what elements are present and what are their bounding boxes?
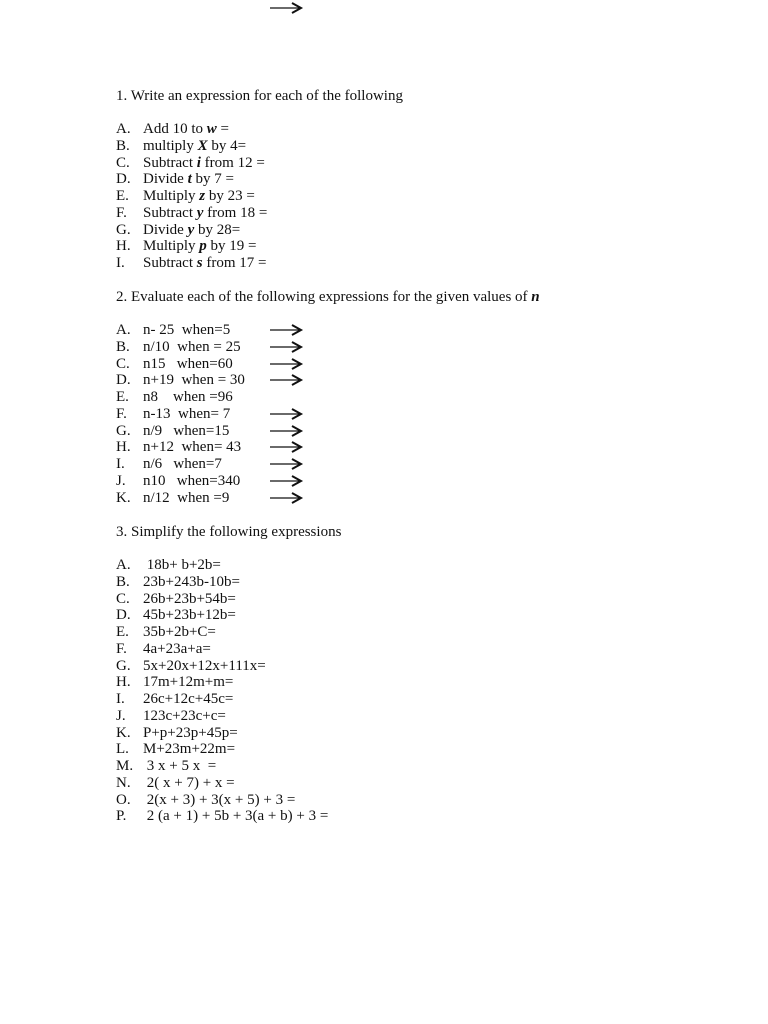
item-text: n15 when=60 [143, 355, 233, 372]
item-text: Multiply z by 23 = [143, 188, 255, 204]
item-text: 2 (a + 1) + 5b + 3(a + b) + 3 = [143, 808, 329, 825]
section-2-heading: 2. Evaluate each of the following expressions for the given values of n [116, 289, 540, 305]
item-letter: E. [116, 624, 129, 640]
arrow-right-icon [270, 324, 304, 336]
arrow-right-icon [270, 374, 304, 386]
item-letter: B. [116, 573, 130, 590]
item-text: 26c+12c+45c= [143, 691, 234, 707]
item-text: n/6 when=7 [143, 456, 222, 472]
item-text: Multiply p by 19 = [143, 238, 257, 255]
item-letter: K. [116, 724, 131, 741]
arrow-right-icon [270, 475, 304, 487]
arrow-right-icon [270, 458, 304, 470]
item-letter: E. [116, 188, 129, 204]
list-item [116, 574, 728, 591]
list-item [116, 188, 728, 205]
item-letter: D. [116, 171, 131, 188]
item-text: multiply X by 4= [143, 137, 247, 154]
item-text: P+p+23p+45p= [143, 724, 238, 741]
list-item [116, 255, 728, 272]
list-item [116, 591, 728, 608]
item-letter: K. [116, 489, 131, 506]
item-text: Divide t by 7 = [143, 171, 234, 188]
list-item [116, 792, 728, 809]
section-1-list [116, 121, 728, 272]
list-item [116, 741, 728, 758]
item-text: 2( x + 7) + x = [143, 774, 235, 791]
arrow-right-icon [270, 2, 304, 14]
variable: y [187, 221, 195, 238]
list-item [116, 138, 728, 155]
item-text: 17m+12m+m= [143, 674, 234, 691]
list-item [116, 473, 728, 490]
item-text: 3 x + 5 x = [143, 758, 217, 774]
item-text: Subtract y from 18 = [143, 204, 268, 221]
item-letter: B. [116, 338, 130, 355]
list-item [116, 808, 728, 825]
item-text: 23b+243b-10b= [143, 573, 240, 590]
item-text: n- 25 when=5 [143, 322, 231, 338]
item-text: n10 when=340 [143, 472, 241, 489]
list-item [116, 439, 728, 456]
list-item [116, 490, 728, 507]
item-text: n+12 when= 43 [143, 439, 242, 456]
section-2-list [116, 322, 728, 506]
item-text: Add 10 to w = [143, 121, 229, 137]
item-letter: A. [116, 121, 131, 137]
item-letter: H. [116, 674, 131, 691]
item-letter: M. [116, 758, 134, 774]
item-letter: G. [116, 221, 131, 238]
item-letter: I. [116, 255, 125, 271]
variable: s [196, 255, 203, 271]
list-item [116, 155, 728, 172]
item-letter: L. [116, 741, 129, 758]
item-text: Subtract i from 12 = [143, 154, 265, 171]
list-item [116, 238, 728, 255]
item-letter: D. [116, 607, 131, 624]
list-item [116, 222, 728, 239]
item-text: M+23m+22m= [143, 741, 236, 758]
list-item [116, 624, 728, 641]
item-letter: J. [116, 707, 126, 724]
variable: p [199, 238, 207, 255]
item-text: n/10 when = 25 [143, 338, 241, 355]
variable: y [196, 204, 204, 221]
item-text: n/9 when=15 [143, 422, 230, 439]
arrow-right-icon [270, 408, 304, 420]
list-item [116, 691, 728, 708]
item-letter: B. [116, 137, 130, 154]
item-text: n-13 when= 7 [143, 405, 231, 422]
item-text: n/12 when =9 [143, 489, 230, 506]
item-text: Subtract s from 17 = [143, 255, 267, 271]
item-letter: C. [116, 355, 130, 372]
item-text: Divide y by 28= [143, 221, 241, 238]
item-letter: G. [116, 422, 131, 439]
variable: w [206, 121, 217, 137]
list-item [116, 372, 728, 389]
list-item [116, 674, 728, 691]
list-item [116, 708, 728, 725]
arrow-right-icon [270, 358, 304, 370]
item-letter: C. [116, 590, 130, 607]
list-item [116, 389, 728, 406]
list-item [116, 557, 728, 574]
list-item [116, 758, 728, 775]
section-3 [116, 524, 728, 825]
item-text: 26b+23b+54b= [143, 590, 236, 607]
item-letter: G. [116, 657, 131, 674]
item-text: 35b+2b+C= [143, 624, 216, 640]
item-letter: A. [116, 322, 131, 338]
item-text: 4a+23a+a= [143, 640, 211, 657]
arrow-right-icon [270, 341, 304, 353]
item-letter: H. [116, 439, 131, 456]
list-item [116, 121, 728, 138]
variable: z [199, 188, 206, 204]
item-text: 123c+23c+c= [143, 707, 226, 724]
item-letter: I. [116, 456, 125, 472]
list-item [116, 456, 728, 473]
list-item [116, 171, 728, 188]
item-text: 18b+ b+2b= [143, 557, 221, 573]
item-text: n8 when =96 [143, 389, 233, 405]
arrow-right-icon [270, 441, 304, 453]
item-letter: F. [116, 405, 127, 422]
list-item [116, 423, 728, 440]
list-item [116, 339, 728, 356]
section-3-heading: 3. Simplify the following expressions [116, 524, 342, 540]
item-letter: O. [116, 791, 131, 808]
item-letter: P. [116, 808, 127, 825]
list-item [116, 775, 728, 792]
list-item [116, 658, 728, 675]
item-letter: C. [116, 154, 130, 171]
item-text: 45b+23b+12b= [143, 607, 236, 624]
variable: i [196, 154, 201, 171]
item-letter: F. [116, 640, 127, 657]
item-letter: D. [116, 372, 131, 389]
variable: t [187, 171, 192, 188]
item-letter: F. [116, 204, 127, 221]
variable: X [197, 137, 208, 154]
item-letter: J. [116, 472, 126, 489]
list-item [116, 607, 728, 624]
list-item [116, 205, 728, 222]
item-letter: E. [116, 389, 129, 405]
item-letter: N. [116, 774, 131, 791]
item-text: 5x+20x+12x+111x= [143, 657, 266, 674]
list-item [116, 725, 728, 742]
list-item [116, 322, 728, 339]
section-1-heading: 1. Write an expression for each of the following [116, 88, 403, 104]
item-text: 2(x + 3) + 3(x + 5) + 3 = [143, 791, 296, 808]
list-item [116, 406, 728, 423]
section-1 [116, 88, 728, 272]
item-letter: A. [116, 557, 131, 573]
item-text: n+19 when = 30 [143, 372, 245, 389]
arrow-right-icon [270, 425, 304, 437]
item-letter: I. [116, 691, 125, 707]
item-letter: H. [116, 238, 131, 255]
arrow-right-icon [270, 492, 304, 504]
list-item [116, 356, 728, 373]
section-2 [116, 289, 728, 506]
list-item [116, 641, 728, 658]
section-3-list [116, 557, 728, 825]
